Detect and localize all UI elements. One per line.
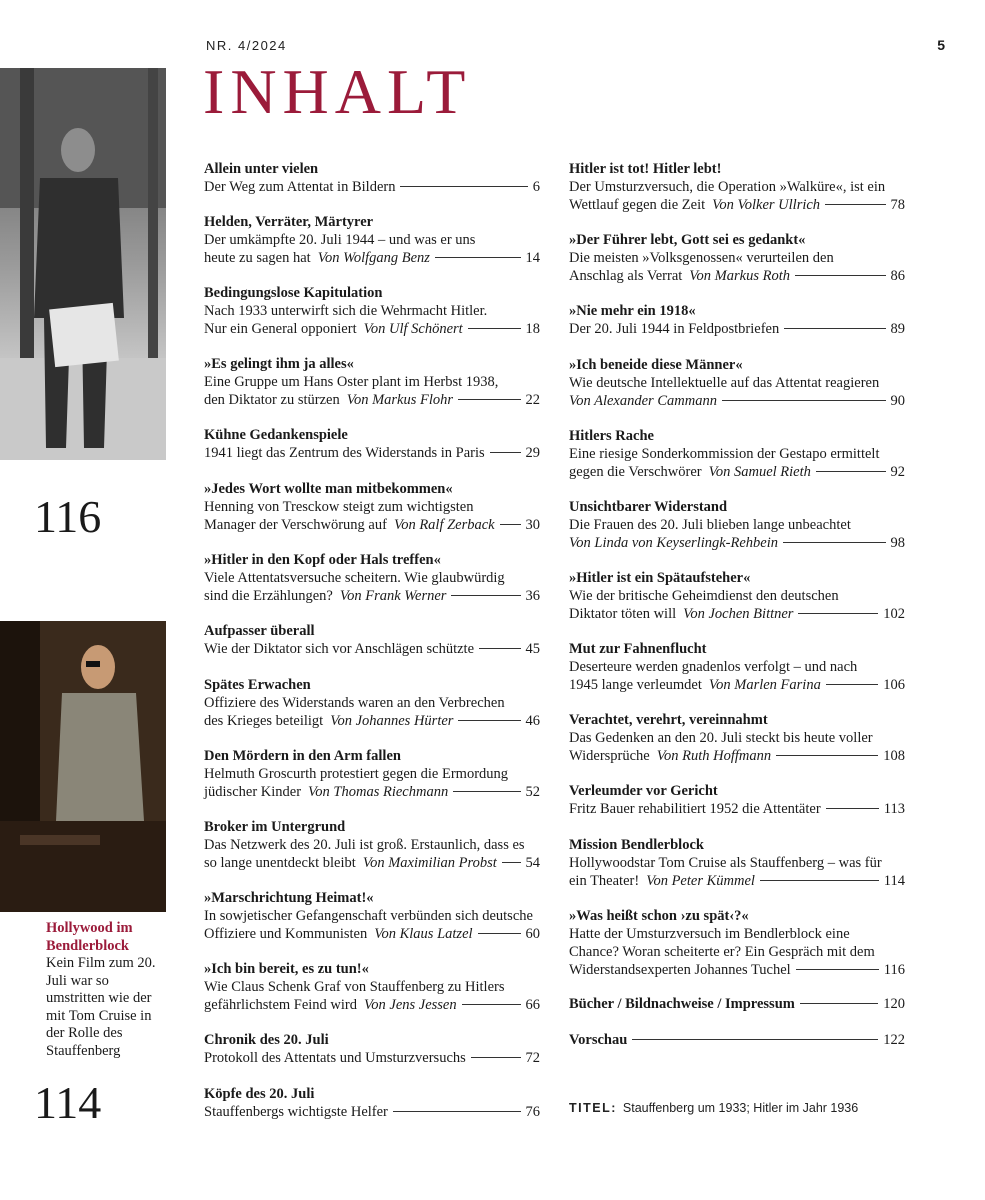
toc-entry-text: ein Theater! <box>569 873 640 889</box>
film-still-illustration <box>0 621 166 912</box>
toc-page-number: 92 <box>890 464 905 480</box>
toc-entry-line <box>569 676 905 694</box>
leader-line <box>400 186 527 187</box>
toc-entry[interactable] <box>204 213 540 267</box>
leader-line <box>776 755 878 756</box>
toc-page-number: 18 <box>525 321 540 337</box>
toc-page-number: 29 <box>525 445 540 461</box>
leader-line <box>500 524 521 525</box>
toc-entry-line <box>204 178 540 196</box>
toc-entry-text: Deserteure werden gnadenlos verfolgt – und nach <box>569 659 858 675</box>
toc-page-number: 114 <box>883 873 905 889</box>
toc-entry-text: Wie Claus Schenk Graf von Stauffenberg zu Hitlers <box>204 979 505 995</box>
toc-entry-title: Helden, Verräter, Märtyrer <box>204 214 374 230</box>
toc-entry-text: den Diktator zu stürzen <box>204 392 340 408</box>
toc-entry-text: Wie der britische Geheimdienst den deutschen <box>569 588 839 604</box>
toc-page-number: 89 <box>890 321 905 337</box>
toc-entry-text: Der umkämpfte 20. Juli 1944 – und was er uns <box>204 232 476 248</box>
toc-entry-text: Der Weg zum Attentat in Bildern <box>204 179 396 195</box>
toc-entry-text: Wettlauf gegen die Zeit <box>569 197 706 213</box>
toc-page-number: 30 <box>525 517 540 533</box>
toc-entry-line <box>204 249 540 267</box>
toc-entry-text: Nur ein General opponiert <box>204 321 357 337</box>
toc-entry-line <box>204 516 540 534</box>
toc-entry[interactable] <box>569 782 905 818</box>
toc-author: Von Linda von Keyserlingk-Rehbein <box>569 535 778 551</box>
toc-page-number: 66 <box>525 997 540 1013</box>
leader-line <box>458 399 520 400</box>
toc-entry-line <box>569 320 905 338</box>
toc-entry-title: Broker im Untergrund <box>204 819 346 835</box>
leader-line <box>796 969 879 970</box>
toc-page-number: 98 <box>890 535 905 551</box>
toc-entry[interactable] <box>204 960 540 1014</box>
toc-entry[interactable] <box>204 160 540 196</box>
toc-page-number: 106 <box>883 677 905 693</box>
toc-entry-title: Mission Bendlerblock <box>569 837 704 853</box>
toc-entry-title: Den Mördern in den Arm fallen <box>204 748 401 764</box>
toc-page-number: 78 <box>890 197 905 213</box>
toc-page-number: 36 <box>525 588 540 604</box>
toc-entry-text: Der 20. Juli 1944 in Feldpostbriefen <box>569 321 780 337</box>
toc-entry-line <box>569 196 905 214</box>
toc-entry[interactable] <box>204 889 540 943</box>
toc-entry-title: Bücher / Bildnachweise / Impressum <box>569 996 795 1012</box>
toc-entry-line <box>569 800 905 818</box>
toc-entry-line <box>204 1049 540 1067</box>
toc-entry-title: »Hitler ist ein Spätaufsteher« <box>569 570 751 586</box>
photo-caption <box>46 920 164 1060</box>
toc-entry-title: Spätes Erwachen <box>204 677 311 693</box>
toc-page-number: 52 <box>525 784 540 800</box>
toc-entry-line <box>204 587 540 605</box>
toc-entry-text: Viele Attentatsversuche scheitern. Wie glaubwürdig <box>204 570 505 586</box>
leader-line <box>816 471 886 472</box>
toc-entry-line <box>569 995 905 1013</box>
toc-entry-text: sind die Erzählungen? <box>204 588 333 604</box>
toc-entry-line <box>204 391 540 409</box>
leader-line <box>826 808 879 809</box>
toc-entry-title: Hitlers Rache <box>569 428 654 444</box>
leader-line <box>760 880 879 881</box>
toc-entry-text: 1941 liegt das Zentrum des Widerstands in Paris <box>204 445 485 461</box>
toc-entry-title: »Hitler in den Kopf oder Hals treffen« <box>204 552 441 568</box>
toc-entry-line <box>204 996 540 1014</box>
caption-text: Kein Film zum 20. Juli war so umstritten wie der mit Tom Cruise in der Rolle des Stauffenberg <box>46 955 156 1059</box>
toc-entry[interactable] <box>569 356 905 410</box>
toc-entry[interactable] <box>569 836 905 890</box>
toc-page-number: 90 <box>890 393 905 409</box>
cover-credit <box>569 1101 858 1115</box>
toc-entry[interactable] <box>569 907 905 979</box>
toc-entry-line <box>569 392 905 410</box>
leader-line <box>479 648 521 649</box>
toc-entry-text: Hatte der Umsturzversuch im Bendlerblock eine <box>569 926 850 942</box>
toc-author: Von Ulf Schönert <box>363 321 463 337</box>
page-number: 5 <box>937 37 945 53</box>
officer-photo-illustration <box>0 68 166 460</box>
leader-line <box>451 595 520 596</box>
leader-line <box>393 1111 521 1112</box>
toc-page-number: 122 <box>883 1032 905 1048</box>
toc-page-number: 60 <box>525 926 540 942</box>
toc-page-number: 102 <box>883 606 905 622</box>
leader-line <box>784 328 885 329</box>
leader-line <box>825 204 885 205</box>
toc-entry-line <box>569 605 905 623</box>
toc-author: Von Alexander Cammann <box>569 393 717 409</box>
toc-entry-text: Wie deutsche Intellektuelle auf das Attentat reagieren <box>569 375 880 391</box>
leader-line <box>435 257 521 258</box>
toc-entry[interactable] <box>204 1085 540 1121</box>
toc-entry-text: Eine Gruppe um Hans Oster plant im Herbst 1938, <box>204 374 499 390</box>
toc-entry-title: Verachtet, verehrt, vereinnahmt <box>569 712 768 728</box>
leader-line <box>800 1003 878 1004</box>
toc-author: Von Markus Flohr <box>346 392 454 408</box>
toc-entry-title: Hitler ist tot! Hitler lebt! <box>569 161 722 177</box>
toc-entry-text: Das Gedenken an den 20. Juli steckt bis heute voller <box>569 730 873 746</box>
page-title: INHALT <box>203 56 472 127</box>
toc-entry-preview[interactable] <box>569 1031 905 1049</box>
toc-entry-text: Die Frauen des 20. Juli blieben lange unbeachtet <box>569 517 851 533</box>
toc-entry-line <box>204 444 540 462</box>
leader-line <box>783 542 886 543</box>
toc-author: Von Wolfgang Benz <box>317 250 430 266</box>
toc-author: Von Klaus Latzel <box>374 926 473 942</box>
toc-entry-text: gegen die Verschwörer <box>569 464 702 480</box>
toc-entry-text: gefährlichstem Feind wird <box>204 997 358 1013</box>
toc-page-number: 6 <box>532 179 540 195</box>
toc-entry-title: Verleumder vor Gericht <box>569 783 718 799</box>
toc-entry-line <box>569 747 905 765</box>
toc-entry-text: so lange unentdeckt bleibt <box>204 855 356 871</box>
toc-entry[interactable] <box>204 355 540 409</box>
toc-entry-line <box>204 854 540 872</box>
toc-entry[interactable] <box>569 569 905 623</box>
leader-line <box>722 400 886 401</box>
toc-entry-title: Unsichtbarer Widerstand <box>569 499 728 515</box>
toc-page-number: 54 <box>525 855 540 871</box>
toc-entry-line <box>204 640 540 658</box>
toc-entry-title: »Es gelingt ihm ja alles« <box>204 356 354 372</box>
toc-entry-text: Offiziere des Widerstands waren an den Verbrechen <box>204 695 505 711</box>
toc-entry[interactable] <box>204 480 540 534</box>
toc-entry[interactable] <box>204 818 540 872</box>
toc-page-number: 113 <box>883 801 905 817</box>
toc-author: Von Jens Jessen <box>364 997 457 1013</box>
toc-page-number: 120 <box>883 996 905 1012</box>
toc-entry-books-credits-imprint[interactable] <box>569 995 905 1013</box>
toc-entry-text: Nach 1933 unterwirft sich die Wehrmacht Hitler. <box>204 303 488 319</box>
toc-entry-title: »Der Führer lebt, Gott sei es gedankt« <box>569 232 806 248</box>
photo-tom-cruise-stauffenberg <box>0 621 166 912</box>
toc-entry-text: Helmuth Groscurth protestiert gegen die Ermordung <box>204 766 509 782</box>
toc-entry-text: Wie der Diktator sich vor Anschlägen schützte <box>204 641 474 657</box>
toc-entry-text: Widerstandsexperten Johannes Tuchel <box>569 962 791 978</box>
toc-entry-text: Der Umsturzversuch, die Operation »Walküre«, ist ein <box>569 179 886 195</box>
toc-entry-text: Offiziere und Kommunisten <box>204 926 368 942</box>
toc-entry-text: heute zu sagen hat <box>204 250 311 266</box>
leader-line <box>502 862 521 863</box>
toc-entry[interactable] <box>204 622 540 658</box>
toc-entry-text: des Krieges beteiligt <box>204 713 324 729</box>
toc-entry-text: Fritz Bauer rehabilitiert 1952 die Attentäter <box>569 801 821 817</box>
leader-line <box>826 684 878 685</box>
leader-line <box>478 933 521 934</box>
toc-author: Von Markus Roth <box>689 268 790 284</box>
toc-entry-title: Allein unter vielen <box>204 161 319 177</box>
toc-page-number: 22 <box>525 392 540 408</box>
toc-entry[interactable] <box>204 747 540 801</box>
toc-entry-line <box>569 961 905 979</box>
toc-entry-title: »Ich beneide diese Männer« <box>569 357 743 373</box>
toc-entry-line <box>204 320 540 338</box>
toc-author: Von Maximilian Probst <box>362 855 497 871</box>
toc-entry[interactable] <box>569 711 905 765</box>
toc-author: Von Marlen Farina <box>708 677 821 693</box>
toc-entry[interactable] <box>569 160 905 214</box>
toc-entry-text: Diktator töten will <box>569 606 677 622</box>
toc-entry-text: Widersprüche <box>569 748 650 764</box>
toc-entry-title: Köpfe des 20. Juli <box>204 1086 315 1102</box>
toc-entry-text: Anschlag als Verrat <box>569 268 683 284</box>
toc-entry[interactable] <box>204 676 540 730</box>
cover-credit-text: Stauffenberg um 1933; Hitler im Jahr 1936 <box>622 1101 859 1115</box>
toc-page-number: 108 <box>883 748 905 764</box>
leader-line <box>471 1057 521 1058</box>
toc-entry-line <box>204 1103 540 1121</box>
photo-wehrmacht-officer <box>0 68 166 460</box>
toc-author: Von Johannes Hürter <box>330 713 454 729</box>
toc-entry-text: Chance? Woran scheiterte er? Ein Gespräch mit dem <box>569 944 875 960</box>
leader-line <box>795 275 886 276</box>
toc-author: Von Thomas Riechmann <box>308 784 449 800</box>
toc-entry-text: Henning von Tresckow steigt zum wichtigsten <box>204 499 474 515</box>
toc-author: Von Ralf Zerback <box>393 517 495 533</box>
issue-number: NR. 4/2024 <box>206 38 287 53</box>
toc-page-number: 76 <box>525 1104 540 1120</box>
toc-entry-line <box>569 534 905 552</box>
toc-page-number: 116 <box>883 962 905 978</box>
toc-entry-line <box>204 783 540 801</box>
toc-entry-title: Aufpasser überall <box>204 623 315 639</box>
leader-line <box>490 452 521 453</box>
toc-page-number: 46 <box>525 713 540 729</box>
leader-line <box>632 1039 878 1040</box>
toc-entry-text: In sowjetischer Gefangenschaft verbünden sich deutsche <box>204 908 533 924</box>
toc-entry-title: »Jedes Wort wollte man mitbekommen« <box>204 481 453 497</box>
toc-entry-text: Eine riesige Sonderkommission der Gestapo ermittelt <box>569 446 880 462</box>
toc-entry-line <box>204 712 540 730</box>
toc-author: Von Jochen Bittner <box>683 606 794 622</box>
toc-entry[interactable] <box>204 1031 540 1067</box>
toc-entry-title: Chronik des 20. Juli <box>204 1032 329 1048</box>
toc-entry[interactable] <box>569 427 905 481</box>
toc-entry-text: Manager der Verschwörung auf <box>204 517 387 533</box>
toc-entry-text: Hollywoodstar Tom Cruise als Stauffenberg – was für <box>569 855 882 871</box>
toc-entry-text: 1945 lange verleumdet <box>569 677 702 693</box>
toc-entry-text: Protokoll des Attentats und Umsturzversuchs <box>204 1050 466 1066</box>
toc-entry-title: »Marschrichtung Heimat!« <box>204 890 374 906</box>
toc-author: Von Volker Ullrich <box>712 197 821 213</box>
toc-page-number: 72 <box>525 1050 540 1066</box>
toc-author: Von Ruth Hoffmann <box>656 748 772 764</box>
toc-entry-text: Das Netzwerk des 20. Juli ist groß. Erstaunlich, dass es <box>204 837 525 853</box>
toc-entry[interactable] <box>204 551 540 605</box>
leader-line <box>453 791 520 792</box>
cover-credit-label: TITEL: <box>569 1101 617 1115</box>
toc-entry-text: Die meisten »Volksgenossen« verurteilen den <box>569 250 834 266</box>
toc-entry-line <box>204 925 540 943</box>
toc-entry[interactable] <box>569 498 905 552</box>
toc-entry-title: »Ich bin bereit, es zu tun!« <box>204 961 369 977</box>
leader-line <box>468 328 521 329</box>
toc-page-number: 45 <box>525 641 540 657</box>
toc-page-number: 86 <box>890 268 905 284</box>
toc-entry-title: Kühne Gedankenspiele <box>204 427 348 443</box>
toc-entry-title: Bedingungslose Kapitulation <box>204 285 383 301</box>
feature-page-number-114: 114 <box>34 1077 102 1128</box>
toc-author: Von Frank Werner <box>339 588 447 604</box>
toc-page-number: 14 <box>525 250 540 266</box>
leader-line <box>462 1004 521 1005</box>
toc-entry-title: Mut zur Fahnenflucht <box>569 641 707 657</box>
leader-line <box>798 613 878 614</box>
toc-entry-text: Stauffenbergs wichtigste Helfer <box>204 1104 388 1120</box>
toc-entry-line <box>569 267 905 285</box>
toc-author: Von Samuel Rieth <box>708 464 811 480</box>
caption-title: Hollywood im Bendlerblock <box>46 920 133 954</box>
toc-entry[interactable] <box>569 302 905 338</box>
toc-entry-text: jüdischer Kinder <box>204 784 302 800</box>
feature-page-number-116: 116 <box>34 491 102 542</box>
toc-entry[interactable] <box>204 426 540 462</box>
toc-entry[interactable] <box>569 640 905 694</box>
toc-entry-title: »Nie mehr ein 1918« <box>569 303 696 319</box>
toc-entry-line <box>569 872 905 890</box>
toc-entry-line <box>569 1031 905 1049</box>
toc-entry-title: Vorschau <box>569 1032 628 1048</box>
toc-entry[interactable] <box>569 231 905 285</box>
leader-line <box>458 720 520 721</box>
toc-entry-line <box>569 463 905 481</box>
toc-author: Von Peter Kümmel <box>646 873 755 889</box>
toc-entry-title: »Was heißt schon ›zu spät‹?« <box>569 908 749 924</box>
toc-entry[interactable] <box>204 284 540 338</box>
